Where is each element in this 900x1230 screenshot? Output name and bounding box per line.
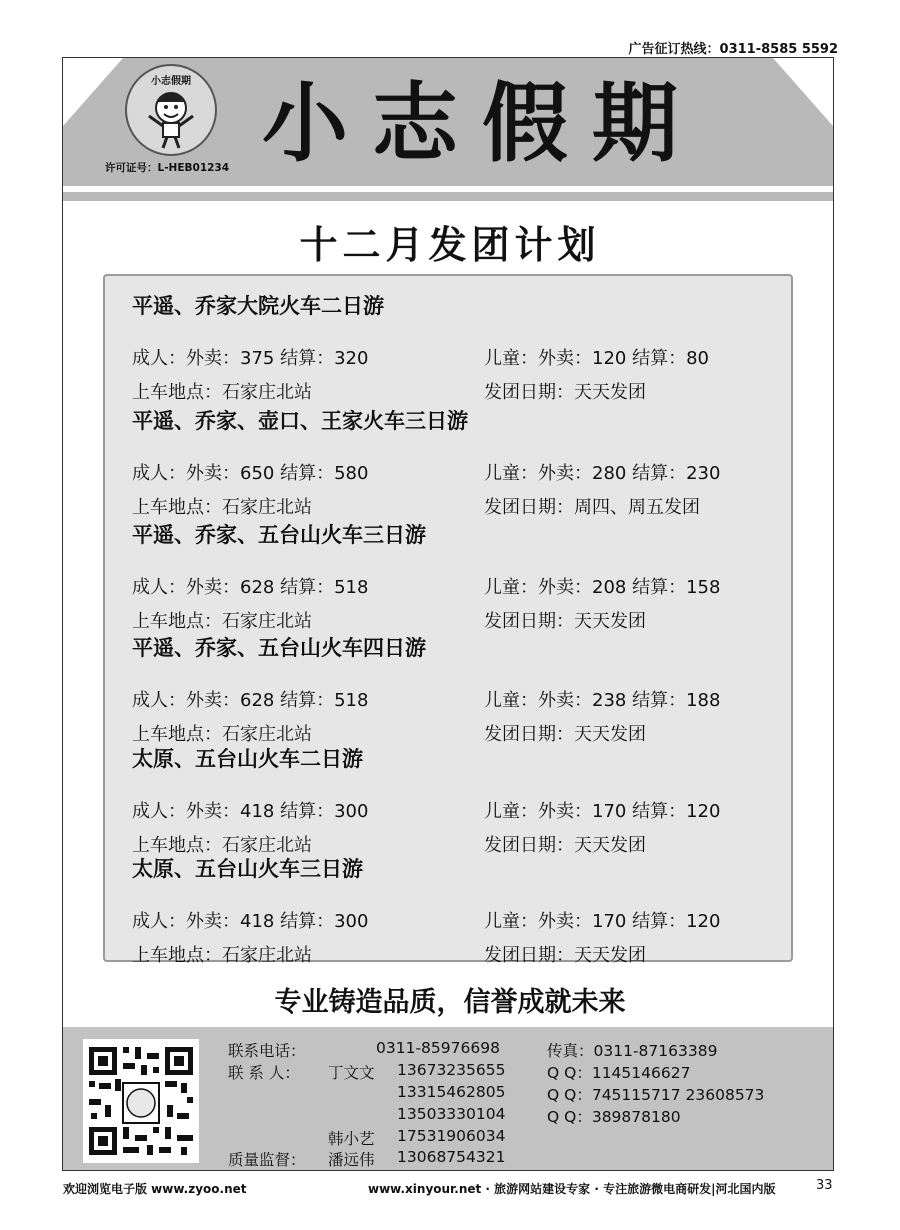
- child-price: 儿童：外卖：208 结算：158: [484, 577, 721, 598]
- child-price: 儿童：外卖：170 结算：120: [484, 801, 721, 822]
- child-price: 儿童：外卖：120 结算：80: [484, 348, 709, 369]
- qq-number: Q Q：389878180: [547, 1108, 681, 1126]
- adult-price: 成人：外卖：418 结算：300: [132, 801, 369, 822]
- qr-code-icon: [83, 1039, 199, 1163]
- fax-number: 传真：0311-87163389: [547, 1042, 718, 1060]
- adult-price: 成人：外卖：650 结算：580: [132, 463, 369, 484]
- mascot-icon: [127, 66, 215, 154]
- supervisor-label: 质量监督：: [228, 1151, 306, 1169]
- contact-person-name: 韩小艺: [328, 1130, 375, 1148]
- child-price: 儿童：外卖：170 结算：120: [484, 911, 721, 932]
- contact-person-name: 丁文文: [328, 1064, 375, 1082]
- footer-tagline[interactable]: www.xinyour.net · 旅游网站建设专家 · 专注旅游微电商研发|河北国内版: [368, 1182, 776, 1196]
- mobile-number: 13315462805: [397, 1083, 506, 1101]
- page-number: 33: [816, 1178, 833, 1193]
- qq-number: Q Q：1145146627: [547, 1064, 691, 1082]
- tour-name: 平遥、乔家、壶口、王家火车三日游: [132, 409, 468, 433]
- brand-name: 小志假期: [262, 74, 702, 174]
- tour-name: 平遥、乔家大院火车二日游: [132, 294, 384, 318]
- qq-number: Q Q：745115717 23608573: [547, 1086, 765, 1104]
- tour-name: 平遥、乔家、五台山火车四日游: [132, 636, 426, 660]
- contact-person-label: 联 系 人：: [228, 1064, 300, 1082]
- pickup-location: 上车地点：石家庄北站: [132, 382, 312, 403]
- qr-code[interactable]: [83, 1039, 199, 1163]
- page-title: 十二月发团计划: [299, 223, 601, 267]
- supervisor-mobile: 13068754321: [397, 1148, 506, 1166]
- footer-website[interactable]: 欢迎浏览电子版 www.zyoo.net: [63, 1182, 247, 1196]
- mobile-number: 13503330104: [397, 1105, 506, 1123]
- pickup-location: 上车地点：石家庄北站: [132, 724, 312, 745]
- supervisor-name: 潘远伟: [328, 1151, 375, 1169]
- adult-price: 成人：外卖：628 结算：518: [132, 690, 369, 711]
- mobile-number: 17531906034: [397, 1127, 506, 1145]
- tour-panel: [103, 274, 793, 966]
- departure-schedule: 发团日期：天天发团: [484, 724, 646, 745]
- departure-schedule: 发团日期：天天发团: [484, 945, 646, 966]
- child-price: 儿童：外卖：280 结算：230: [484, 463, 721, 484]
- tour-name: 太原、五台山火车三日游: [132, 857, 363, 881]
- tour-name: 平遥、乔家、五台山火车三日游: [132, 523, 426, 547]
- departure-schedule: 发团日期：天天发团: [484, 382, 646, 403]
- adult-price: 成人：外卖：418 结算：300: [132, 911, 369, 932]
- tour-name: 太原、五台山火车二日游: [132, 747, 363, 771]
- slogan: 专业铸造品质，信誉成就未来: [274, 987, 626, 1018]
- departure-schedule: 发团日期：天天发团: [484, 835, 646, 856]
- logo: [125, 64, 217, 156]
- adult-price: 成人：外卖：628 结算：518: [132, 577, 369, 598]
- departure-schedule: 发团日期：天天发团: [484, 611, 646, 632]
- mobile-number: 13673235655: [397, 1061, 506, 1079]
- contact-section: [63, 1027, 833, 1170]
- pickup-location: 上车地点：石家庄北站: [132, 945, 312, 966]
- phone-number: 0311-85976698: [376, 1039, 500, 1057]
- child-price: 儿童：外卖：238 结算：188: [484, 690, 721, 711]
- logo-text: 小志假期: [151, 76, 191, 87]
- pickup-location: 上车地点：石家庄北站: [132, 611, 312, 632]
- license-number: 许可证号：L-HEB01234: [105, 162, 230, 174]
- phone-label: 联系电话：: [228, 1042, 306, 1060]
- ad-hotline: 广告征订热线：0311-8585 5592: [628, 42, 838, 57]
- pickup-location: 上车地点：石家庄北站: [132, 497, 312, 518]
- header-rule: [63, 192, 833, 201]
- pickup-location: 上车地点：石家庄北站: [132, 835, 312, 856]
- adult-price: 成人：外卖：375 结算：320: [132, 348, 369, 369]
- departure-schedule: 发团日期：周四、周五发团: [484, 497, 700, 518]
